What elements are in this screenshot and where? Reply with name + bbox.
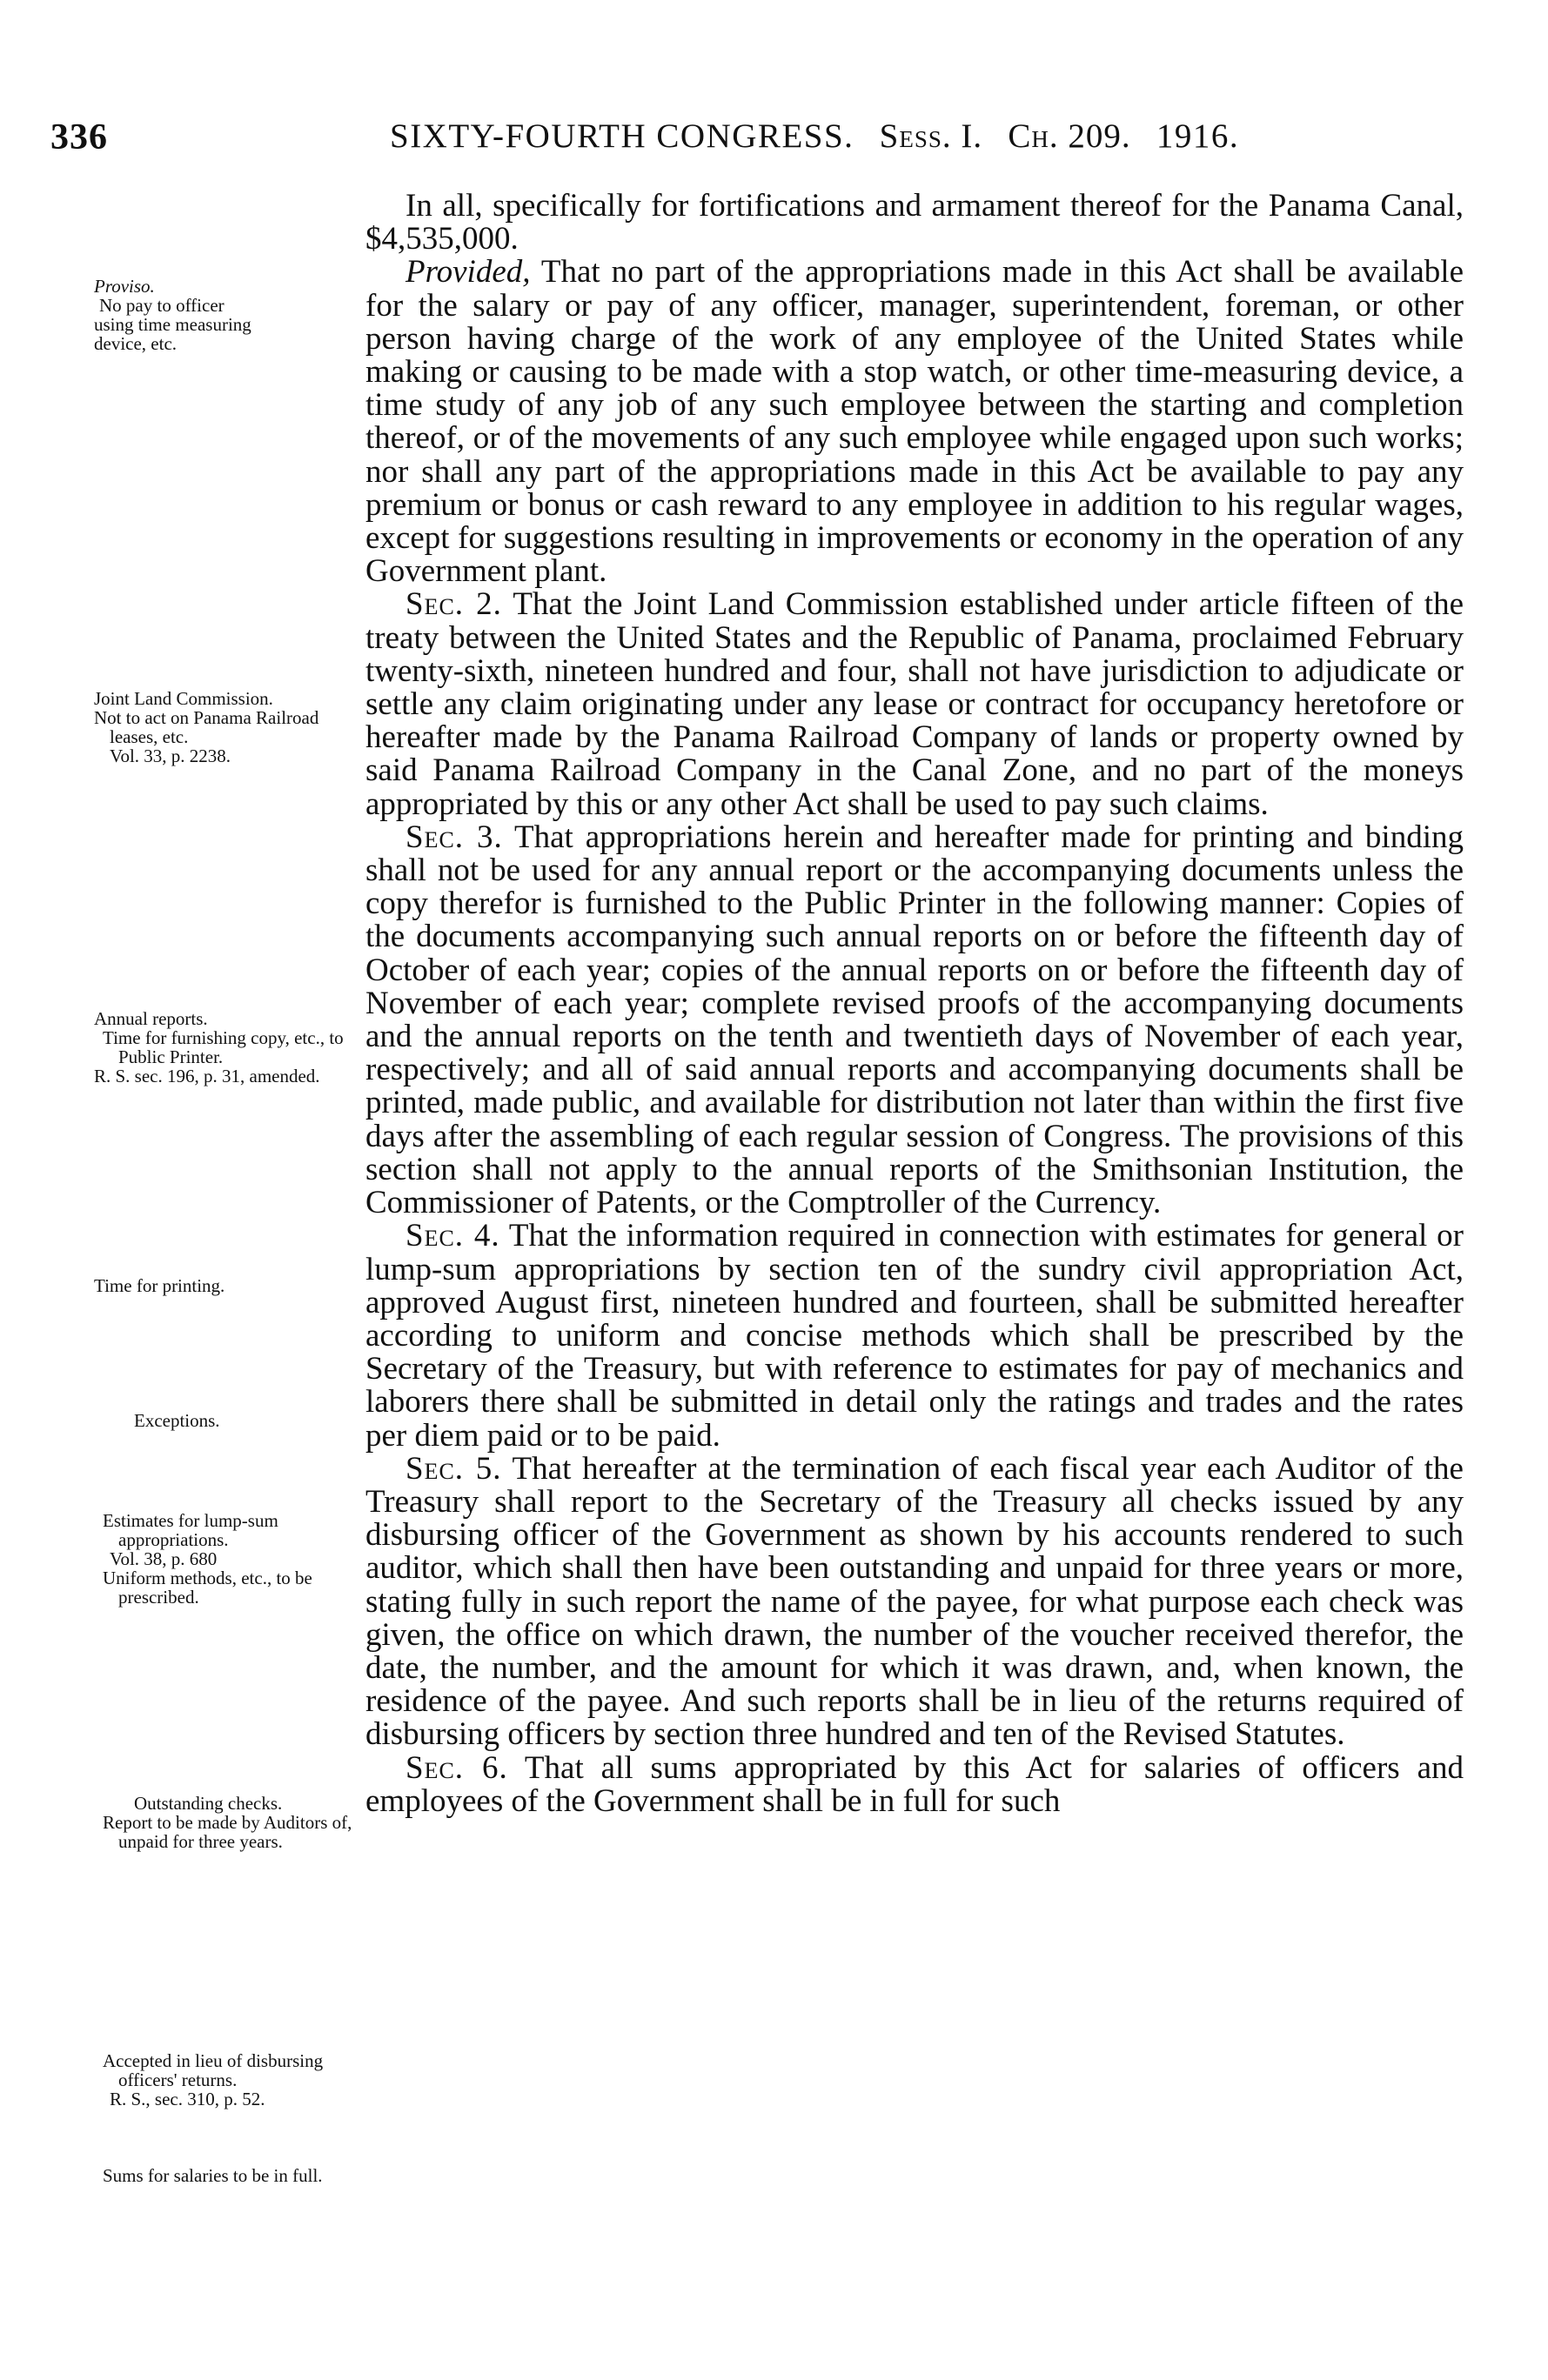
margin-note-line: Proviso. <box>94 276 155 297</box>
section-4-text: That the information required in connection with estimates for general or lump-sum appropriations by section ten of the sundry civil appropriation Act, approved August first, nineteen hundred and fourteen, shall be submitted hereafter according to uniform and concise methods which shall be prescribed by the Secretary of the Treasury, but with reference to estimates for pay of mechanics and laborers there shall be submitted in detail only the ratings and trades and the rates per diem paid or to be paid. <box>365 1218 1464 1454</box>
margin-note-line: Vol. 33, p. 2238. <box>110 745 231 766</box>
proviso-label: Provided, <box>405 254 531 291</box>
margin-note-line: Not to act on Panama Railroad leases, etc. <box>94 707 319 747</box>
section-3-label: Sec. 3. <box>405 819 503 855</box>
proviso-text: That no part of the appropriations made in this Act shall be available for the salary or pay of any officer, manager, superintendent, foreman, or other person having charge of the work of any employee of the United States while making or causing to be made with a stop watch, or other time-measuring device, a time study of any job of any such employee between the starting and completion thereof, or of the movements of any such employee while engaged upon such works; nor shall any part of the appropriations made in this Act be available to pay any premium or bonus or cash reward to any employee in addition to his regular wages, except for suggestions resulting in improvements or economy in the operation of any Government plant. <box>365 254 1464 590</box>
margin-note-line: Joint Land Commission. <box>94 688 273 709</box>
year-label: 1916. <box>1156 117 1240 155</box>
section-5-text: That hereafter at the termination of each fiscal year each Auditor of the Treasury shall report to the Secretary of the Treasury all checks issued by any disbursing officer of the Government as shown by his accounts rendered to such auditor, which shall then have been outstanding and unpaid for three years or more, stating fully in such report the name of the payee, for what purpose each check was given, the office on which drawn, the number of the voucher received therefor, the date, the number, and the amount for which it was drawn, and, when known, the residence of the payee. And such reports shall be in lieu of the returns required of disbursing officers by section three hundred and ten of the Revised Statutes. <box>365 1450 1464 1753</box>
margin-note-line: Estimates for lump-sum appropriations. <box>103 1510 278 1550</box>
margin-note-line: R. S., sec. 310, p. 52. <box>110 2089 265 2109</box>
session-label: Sess. I. <box>879 117 983 155</box>
section-4-label: Sec. 4. <box>405 1218 500 1254</box>
margin-note-line: Report to be made by Auditors of, unpaid for three years. <box>103 1812 352 1852</box>
margin-note-annual-reports <box>94 1009 355 1086</box>
margin-note-outstanding <box>94 1794 355 1851</box>
margin-note-line: Sums for salaries to be in full. <box>103 2165 323 2186</box>
margin-note-line: Accepted in lieu of disbursing officers' returns. <box>103 2050 324 2090</box>
section-6-label: Sec. 6. <box>405 1749 508 1786</box>
section-2-paragraph <box>365 588 1464 820</box>
margin-note-line: Outstanding checks. <box>134 1793 283 1814</box>
margin-note-estimates <box>94 1511 355 1607</box>
margin-note-joint-land <box>94 689 355 765</box>
margin-note-time-printing <box>94 1276 355 1295</box>
section-3-text: That appropriations herein and hereafter made for printing and binding shall not be used for any annual report or the accompanying documents unless the copy therefor is furnished to the Public Printer in the following manner: Copies of the documents accompanying such annual reports on or before the fifteenth day of October of each year; copies of the annual reports on or before the fifteenth day of November of each year; complete revised proofs of the accompanying documents and the annual reports on the tenth and twentieth days of November of each year, respectively; and all of said annual reports and accompanying documents shall be printed, made public, and available for distribution not later than within the first five days after the assembling of each regular session of Congress. The provisions of this section shall not apply to the annual reports of the Smithsonian Institution, the Commissioner of Patents, or the Comptroller of the Currency. <box>365 819 1464 1221</box>
margin-note-line: Vol. 38, p. 680 <box>110 1548 218 1569</box>
section-2-text: That the Joint Land Commission established under article fifteen of the treaty between the United States and the Republic of Panama, proclaimed February twenty-sixth, nineteen hundred and four, shall not have jurisdiction to adjudicate or settle any claim originating under any lease or contract for occupancy heretofore or hereafter made by the Panama Railroad Company of lands or property owned by said Panama Railroad Company in the Canal Zone, and no part of the moneys appropriated by this or any other Act shall be used to pay such claims. <box>365 586 1464 822</box>
margin-note-line: using time measuring <box>94 314 251 335</box>
margin-note-line: Annual reports. <box>94 1008 208 1029</box>
congress-title: SIXTY-FOURTH CONGRESS. <box>390 117 854 155</box>
section-6-text: That all sums appropriated by this Act for salaries of officers and employees of the Government shall be in full for such <box>365 1749 1464 1819</box>
margin-note-proviso <box>94 277 355 353</box>
margin-note-line: R. S. sec. 196, p. 31, amended. <box>94 1066 320 1086</box>
section-5-label: Sec. 5. <box>405 1450 502 1487</box>
margin-note-accepted <box>94 2051 355 2109</box>
margin-note-line: device, etc. <box>94 333 178 354</box>
section-4-paragraph <box>365 1220 1464 1452</box>
statute-body <box>365 190 1464 1818</box>
fortifications-total-paragraph: In all, specifically for fortifications and armament thereof for the Panama Canal, $4,535,000. <box>365 188 1464 257</box>
margin-note-line: Exceptions. <box>134 1410 220 1431</box>
section-2-label: Sec. 2. <box>405 586 502 623</box>
margin-note-line: No pay to officer <box>99 295 224 316</box>
margin-note-sums <box>94 2166 355 2185</box>
margin-note-line: Time for printing. <box>94 1275 225 1296</box>
section-6-paragraph <box>365 1749 1464 1819</box>
page-number: 336 <box>50 117 108 157</box>
margin-note-exceptions <box>94 1411 355 1430</box>
running-head <box>390 117 1239 156</box>
proviso-paragraph <box>365 256 1464 588</box>
chapter-label: Ch. 209. <box>1008 117 1131 155</box>
section-5-paragraph <box>365 1450 1464 1753</box>
margin-note-line: Time for furnishing copy, etc., to Public Printer. <box>103 1027 344 1067</box>
section-3-paragraph <box>365 821 1464 1220</box>
margin-note-line: Uniform methods, etc., to be prescribed. <box>103 1568 312 1608</box>
